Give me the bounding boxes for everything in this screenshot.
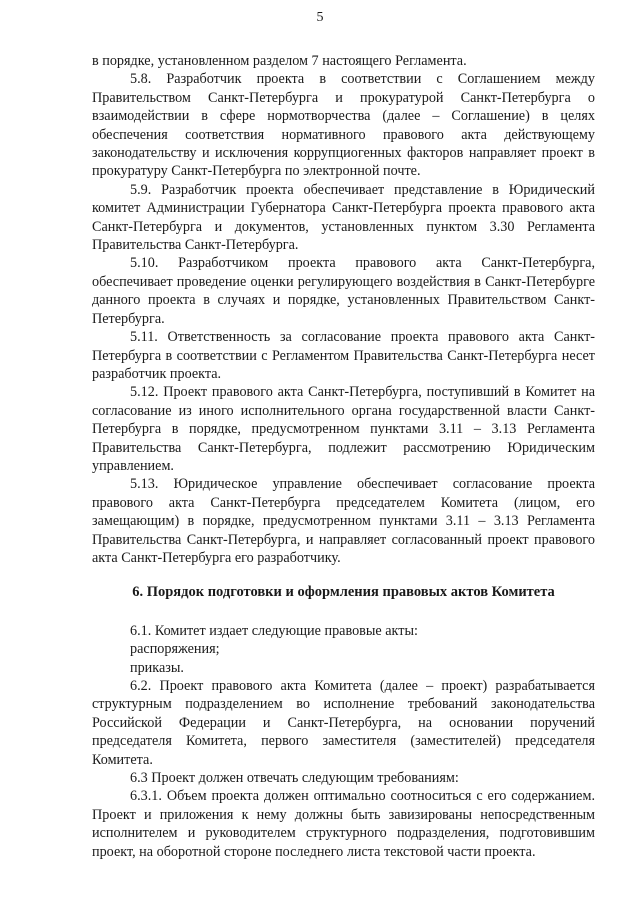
list-item-decrees: приказы. [130,659,184,676]
paragraph-5-8: 5.8. Разработчик проекта в соответствии с Соглашением между Правительством Санкт-Петербурга и прокуратурой Санкт-Петербурга о взаимодействии в сфере нормотворчества (далее – Соглашение) в целях обеспечения соответствия нормативного правового акта действующему законодательству и исключения коррупциогенных факторов направляет проект в прокуратуру Санкт-Петербурга по электронной почте. [92,71,595,180]
section-6-heading: 6. Порядок подготовки и оформления правовых актов Комитета [132,584,555,601]
paragraph-6-1: 6.1. Комитет издает следующие правовые акты: [130,622,418,639]
paragraph-6-3-1: 6.3.1. Объем проекта должен оптимально соотноситься с его содержанием. Проект и приложения к нему должны быть завизированы непосредственным исполнителем и руководителем структурного подразделения, подготовившим проект, на оборотной стороне последнего листа текстовой части проекта. [92,788,595,860]
paragraph-6-3: 6.3 Проект должен отвечать следующим требованиям: [130,770,459,787]
paragraph-continuation: в порядке, установленном разделом 7 настоящего Регламента. [92,53,467,69]
list-item-orders: распоряжения; [130,641,220,658]
paragraph-5-11: 5.11. Ответственность за согласование проекта правового акта Санкт-Петербурга в соответствии с Регламентом Правительства Санкт-Петербурга несет разработчик проекта. [92,329,595,382]
paragraph-5-13: 5.13. Юридическое управление обеспечивает согласование проекта правового акта Санкт-Петербурга председателем Комитета (лицом, его замещающим) в порядке, предусмотренном пунктами 3.11 – 3.13 Регламента Правительства Санкт-Петербурга, и направляет согласованный проект правового акта Санкт-Петербурга его разработчику. [92,476,595,566]
page-number: 5 [316,10,324,25]
paragraph-6-2: 6.2. Проект правового акта Комитета (далее – проект) разрабатывается структурным подразделением во исполнение требований законодательства Российской Федерации и Санкт-Петербурга, на основании поручений председателя Комитета, первого заместителя (заместителей) председателя Комитета. [92,678,595,768]
paragraph-5-10: 5.10. Разработчиком проекта правового акта Санкт-Петербурга, обеспечивает проведение оценки регулирующего воздействия в Санкт-Петербурге данного проекта в случаях и порядке, установленных Правительством Санкт-Петербурга. [92,255,595,327]
paragraph-5-9: 5.9. Разработчик проекта обеспечивает представление в Юридический комитет Администрации Губернатора Санкт-Петербурга проекта правового акта Санкт-Петербурга и документов, установленных пунктом 3.30 Регламента Правительства Санкт-Петербурга. [92,181,595,254]
document-text-body [92,52,595,861]
paragraph-5-12: 5.12. Проект правового акта Санкт-Петербурга, поступивший в Комитет на согласование из иного исполнительного органа государственной власти Санкт-Петербурга в порядке, предусмотренном пунктами 3.11 – 3.13 Регламента Правительства Санкт-Петербурга, подлежит рассмотрению Юридическим управлением. [92,384,595,474]
